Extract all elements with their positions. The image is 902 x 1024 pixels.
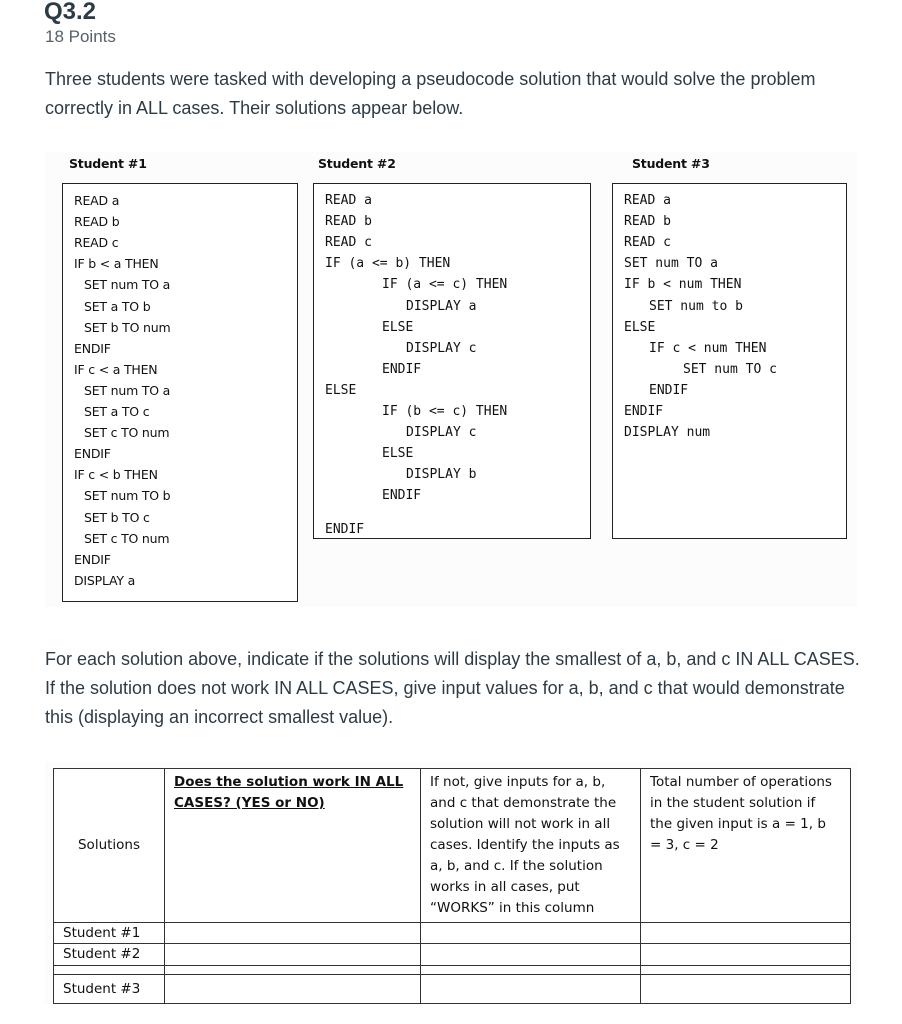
code-line: ENDIF <box>382 361 422 377</box>
code-line: SET num to b <box>649 298 743 314</box>
code-line: READ c <box>74 235 119 251</box>
answer-cell[interactable] <box>421 944 641 966</box>
code-line: ENDIF <box>325 522 365 538</box>
header-solutions: Solutions <box>54 769 165 923</box>
code-line: SET c TO num <box>84 530 170 546</box>
code-line: READ b <box>74 214 120 230</box>
code-line: READ a <box>74 193 120 208</box>
header-operation-count: Total number of operations in the student solution if the given input is a = 1, b = 3, c = 2 <box>641 769 851 923</box>
answer-cell[interactable] <box>641 975 851 1004</box>
code-line: DISPLAY c <box>406 425 477 441</box>
code-line: ELSE <box>382 319 414 335</box>
code-line: SET num TO c <box>683 361 777 377</box>
student-3-label: Student #3 <box>632 156 710 171</box>
code-line: ELSE <box>382 446 414 462</box>
code-line: SET b TO c <box>84 509 150 525</box>
answer-table-figure <box>45 762 857 1004</box>
row-label-student-3: Student #3 <box>54 975 165 1004</box>
question-instructions: For each solution above, indicate if the solutions will display the smallest of a, b, and c IN ALL CASES. If the solution does not work IN ALL CASES, give input values for a, b, and c that would demonstrate this (displaying an incorrect smallest value). <box>45 649 860 727</box>
code-line: SET b TO num <box>84 319 171 335</box>
question-points: 18 Points <box>45 27 116 46</box>
header-counterexample: If not, give inputs for a, b, and c that demonstrate the solution will not work in all cases. Identify the inputs as a, b, and c. If the solution works in all cases, put “WORKS” in this column <box>421 769 641 923</box>
code-line: ENDIF <box>74 446 111 462</box>
table-row <box>54 975 851 1004</box>
code-line: ENDIF <box>624 404 664 419</box>
table-row <box>54 923 851 944</box>
row-label-student-2: Student #2 <box>54 944 165 966</box>
code-line: ELSE <box>325 382 357 398</box>
answer-cell[interactable] <box>421 923 641 944</box>
answer-cell[interactable] <box>165 923 421 944</box>
answer-cell[interactable] <box>165 944 421 966</box>
student-solutions-figure <box>45 152 857 607</box>
answer-cell[interactable] <box>421 975 641 1004</box>
code-line: DISPLAY a <box>74 572 136 588</box>
code-line: SET c TO num <box>84 425 170 441</box>
code-line: DISPLAY num <box>624 425 711 441</box>
code-line: READ b <box>325 214 372 230</box>
answer-cell[interactable] <box>641 923 851 944</box>
row-label-student-1: Student #1 <box>54 923 165 944</box>
code-line: IF c < a THEN <box>74 361 158 377</box>
table-header-row <box>54 769 851 923</box>
code-line: SET num TO a <box>84 382 171 398</box>
code-line: IF (a <= c) THEN <box>382 277 508 293</box>
code-line: READ a <box>624 193 671 208</box>
code-line: SET num TO a <box>624 256 718 272</box>
code-line: DISPLAY b <box>406 467 477 483</box>
table-row <box>54 944 851 966</box>
code-line: IF (b <= c) THEN <box>382 404 508 419</box>
code-line: READ c <box>624 235 671 251</box>
question-intro: Three students were tasked with developing a pseudocode solution that would solve the problem correctly in ALL cases. Their solutions appear below. <box>45 69 816 118</box>
code-line: ELSE <box>624 319 656 335</box>
answer-cell[interactable] <box>165 975 421 1004</box>
code-line: IF b < a THEN <box>74 256 159 272</box>
code-line: DISPLAY c <box>406 340 477 356</box>
code-line: IF c < num THEN <box>649 340 767 356</box>
student-2-label: Student #2 <box>318 156 396 171</box>
code-line: IF (a <= b) THEN <box>325 256 451 272</box>
question-title: Q3.2 <box>44 0 97 25</box>
code-line: SET a TO b <box>84 298 151 314</box>
code-line: ENDIF <box>382 488 422 504</box>
code-line: DISPLAY a <box>406 298 477 314</box>
code-line: READ c <box>325 235 372 251</box>
header-works-all-cases: Does the solution work IN ALL CASES? (YES or NO) <box>165 769 421 923</box>
code-line: IF b < num THEN <box>624 277 742 293</box>
code-line: ENDIF <box>649 382 689 398</box>
code-line: READ a <box>325 193 372 208</box>
code-line: SET num TO b <box>84 488 171 504</box>
student-1-label: Student #1 <box>69 156 147 171</box>
code-line: IF c < b THEN <box>74 467 158 483</box>
code-line: SET a TO c <box>84 404 150 419</box>
code-line: READ b <box>624 214 671 230</box>
code-line: SET num TO a <box>84 277 171 293</box>
answer-table <box>53 768 851 1004</box>
code-line: ENDIF <box>74 340 111 356</box>
answer-cell[interactable] <box>641 944 851 966</box>
code-line: ENDIF <box>74 551 111 567</box>
table-spacer-row <box>54 966 851 975</box>
